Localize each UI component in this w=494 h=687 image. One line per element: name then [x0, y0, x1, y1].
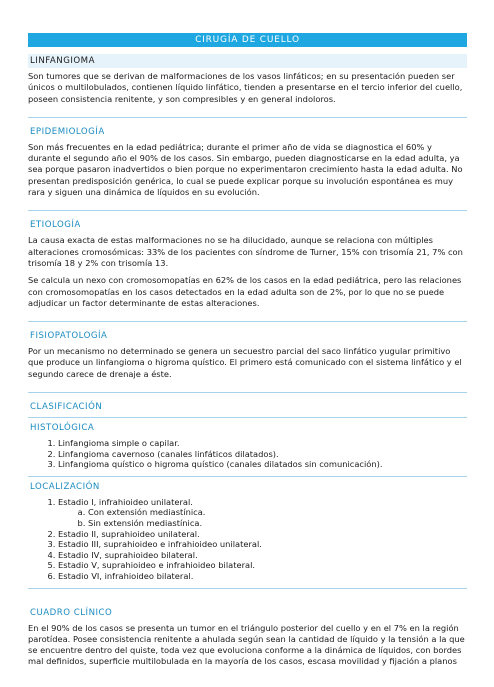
paragraph-cuadro-clinico: En el 90% de los casos se presenta un tumor en el triángulo posterior del cuello y en el 7% en la región parotídea. Posee consistencia renitente a ahulada según sean la cantidad de líquido y la tensión a la que se encuentre dentro del quiste, toda vez que evoluciona conforme a la dinámica de líquidos, con bordes mal definidos, superficie multilobulada en la mayoría de los casos, escasa movilidad y fijación a planos [28, 622, 465, 667]
list-item-text: Estadio I, infrahioideo unilateral. [58, 496, 193, 507]
paragraph-linfangioma: Son tumores que se derivan de malformaciones de los vasos linfáticos; en su presentación pueden ser únicos o multilobulados, contienen líquido linfático, tienden a presentarse en el tercio inferior del cuello, poseen consistencia renitente, y son compresibles y en general indoloros. [28, 71, 463, 104]
heading-linfangioma: LINFANGIOMA [28, 54, 467, 68]
heading-fisiopatologia: FISIOPATOLOGÍA [30, 331, 108, 342]
heading-localizacion: LOCALIZACIÓN [30, 481, 100, 492]
list-item: 6. Estadio VI, infrahioideo bilateral. [58, 571, 467, 582]
list-item: 1. Linfangioma simple o capilar. [58, 438, 467, 449]
divider [28, 588, 467, 589]
list-item: 3. Estadio III, suprahioideo e infrahioideo unilateral. [58, 539, 467, 550]
list-localizacion [28, 497, 467, 582]
divider [28, 476, 467, 477]
document-page [28, 33, 467, 687]
list-item [58, 497, 467, 529]
sub-list-item: b. Sin extensión mediastínica. [88, 518, 467, 529]
paragraph-etiologia-2: Se calcula un nexo con cromosomopatías en 62% de los casos en la edad pediátrica, pero las relaciones con cromosomopatías en los casos detectados en la edad adulta son de 2%, por lo que no se puede adjudicar un factor determinante de estas alteraciones. [28, 275, 462, 308]
sublist-localizacion [58, 507, 467, 528]
list-item: 2. Linfangioma cavernoso (canales linfáticos dilatados). [58, 449, 467, 460]
list-item: 2. Estadio II, suprahioideo unilateral. [58, 529, 467, 540]
section-epidemiologia [28, 125, 467, 211]
document-title: CIRUGÍA DE CUELLO [28, 33, 467, 47]
paragraph-epidemiologia: Son más frecuentes en la edad pediátrica; durante el primer año de vida se diagnostica el 60% y durante el segundo año el 90% de los casos. Sin embargo, pueden diagnosticarse en la edad adulta, ya sea porque pasaron inadvertidos o bien porque no experimentaron crecimiento hasta la edad adulta. No presentan predisposición genérica, lo cual se puede explicar porque su involución espontánea es muy rara y siguen una dinámica de líquidos en su evolución. [28, 141, 463, 198]
section-etiologia [28, 218, 467, 322]
list-item: 4. Estadio IV, suprahioideo bilateral. [58, 550, 467, 561]
section-clasificacion [28, 400, 467, 599]
divider [28, 417, 467, 418]
section-cuadro-clinico [28, 606, 467, 680]
heading-etiologia: ETIOLOGÍA [30, 220, 81, 231]
section-fisiopatologia [28, 329, 467, 393]
list-item: 3. Linfangioma quístico o higroma quístico (canales dilatados sin comunicación). [58, 459, 467, 470]
paragraph-fisiopatologia: Por un mecanismo no determinado se genera un secuestro parcial del saco linfático yugular primitivo que produce un linfangioma o higroma quístico. El primero está comunicado con el sistema linfático y el segundo carece de drenaje a éste. [28, 346, 462, 379]
paragraph-etiologia-1: La causa exacta de estas malformaciones no se ha dilucidado, aunque se relaciona con múltiples alteraciones cromosómicas: 33% de los pacientes con síndrome de Turner, 15% con trisomía 21, 7% con trisomía 18 y 2% con trisomía 13. [28, 235, 463, 268]
heading-epidemiologia: EPIDEMIOLOGÍA [30, 126, 105, 137]
heading-cuadro-clinico: CUADRO CLÍNICO [30, 607, 113, 618]
list-histologica [28, 438, 467, 470]
list-item: 5. Estadio V, suprahioideo e infrahioideo bilateral. [58, 560, 467, 571]
section-linfangioma [28, 54, 467, 118]
sub-list-item: a. Con extensión mediastínica. [88, 507, 467, 518]
heading-histologica: HISTOLÓGICA [30, 423, 95, 434]
heading-clasificacion: CLASIFICACIÓN [30, 402, 103, 413]
